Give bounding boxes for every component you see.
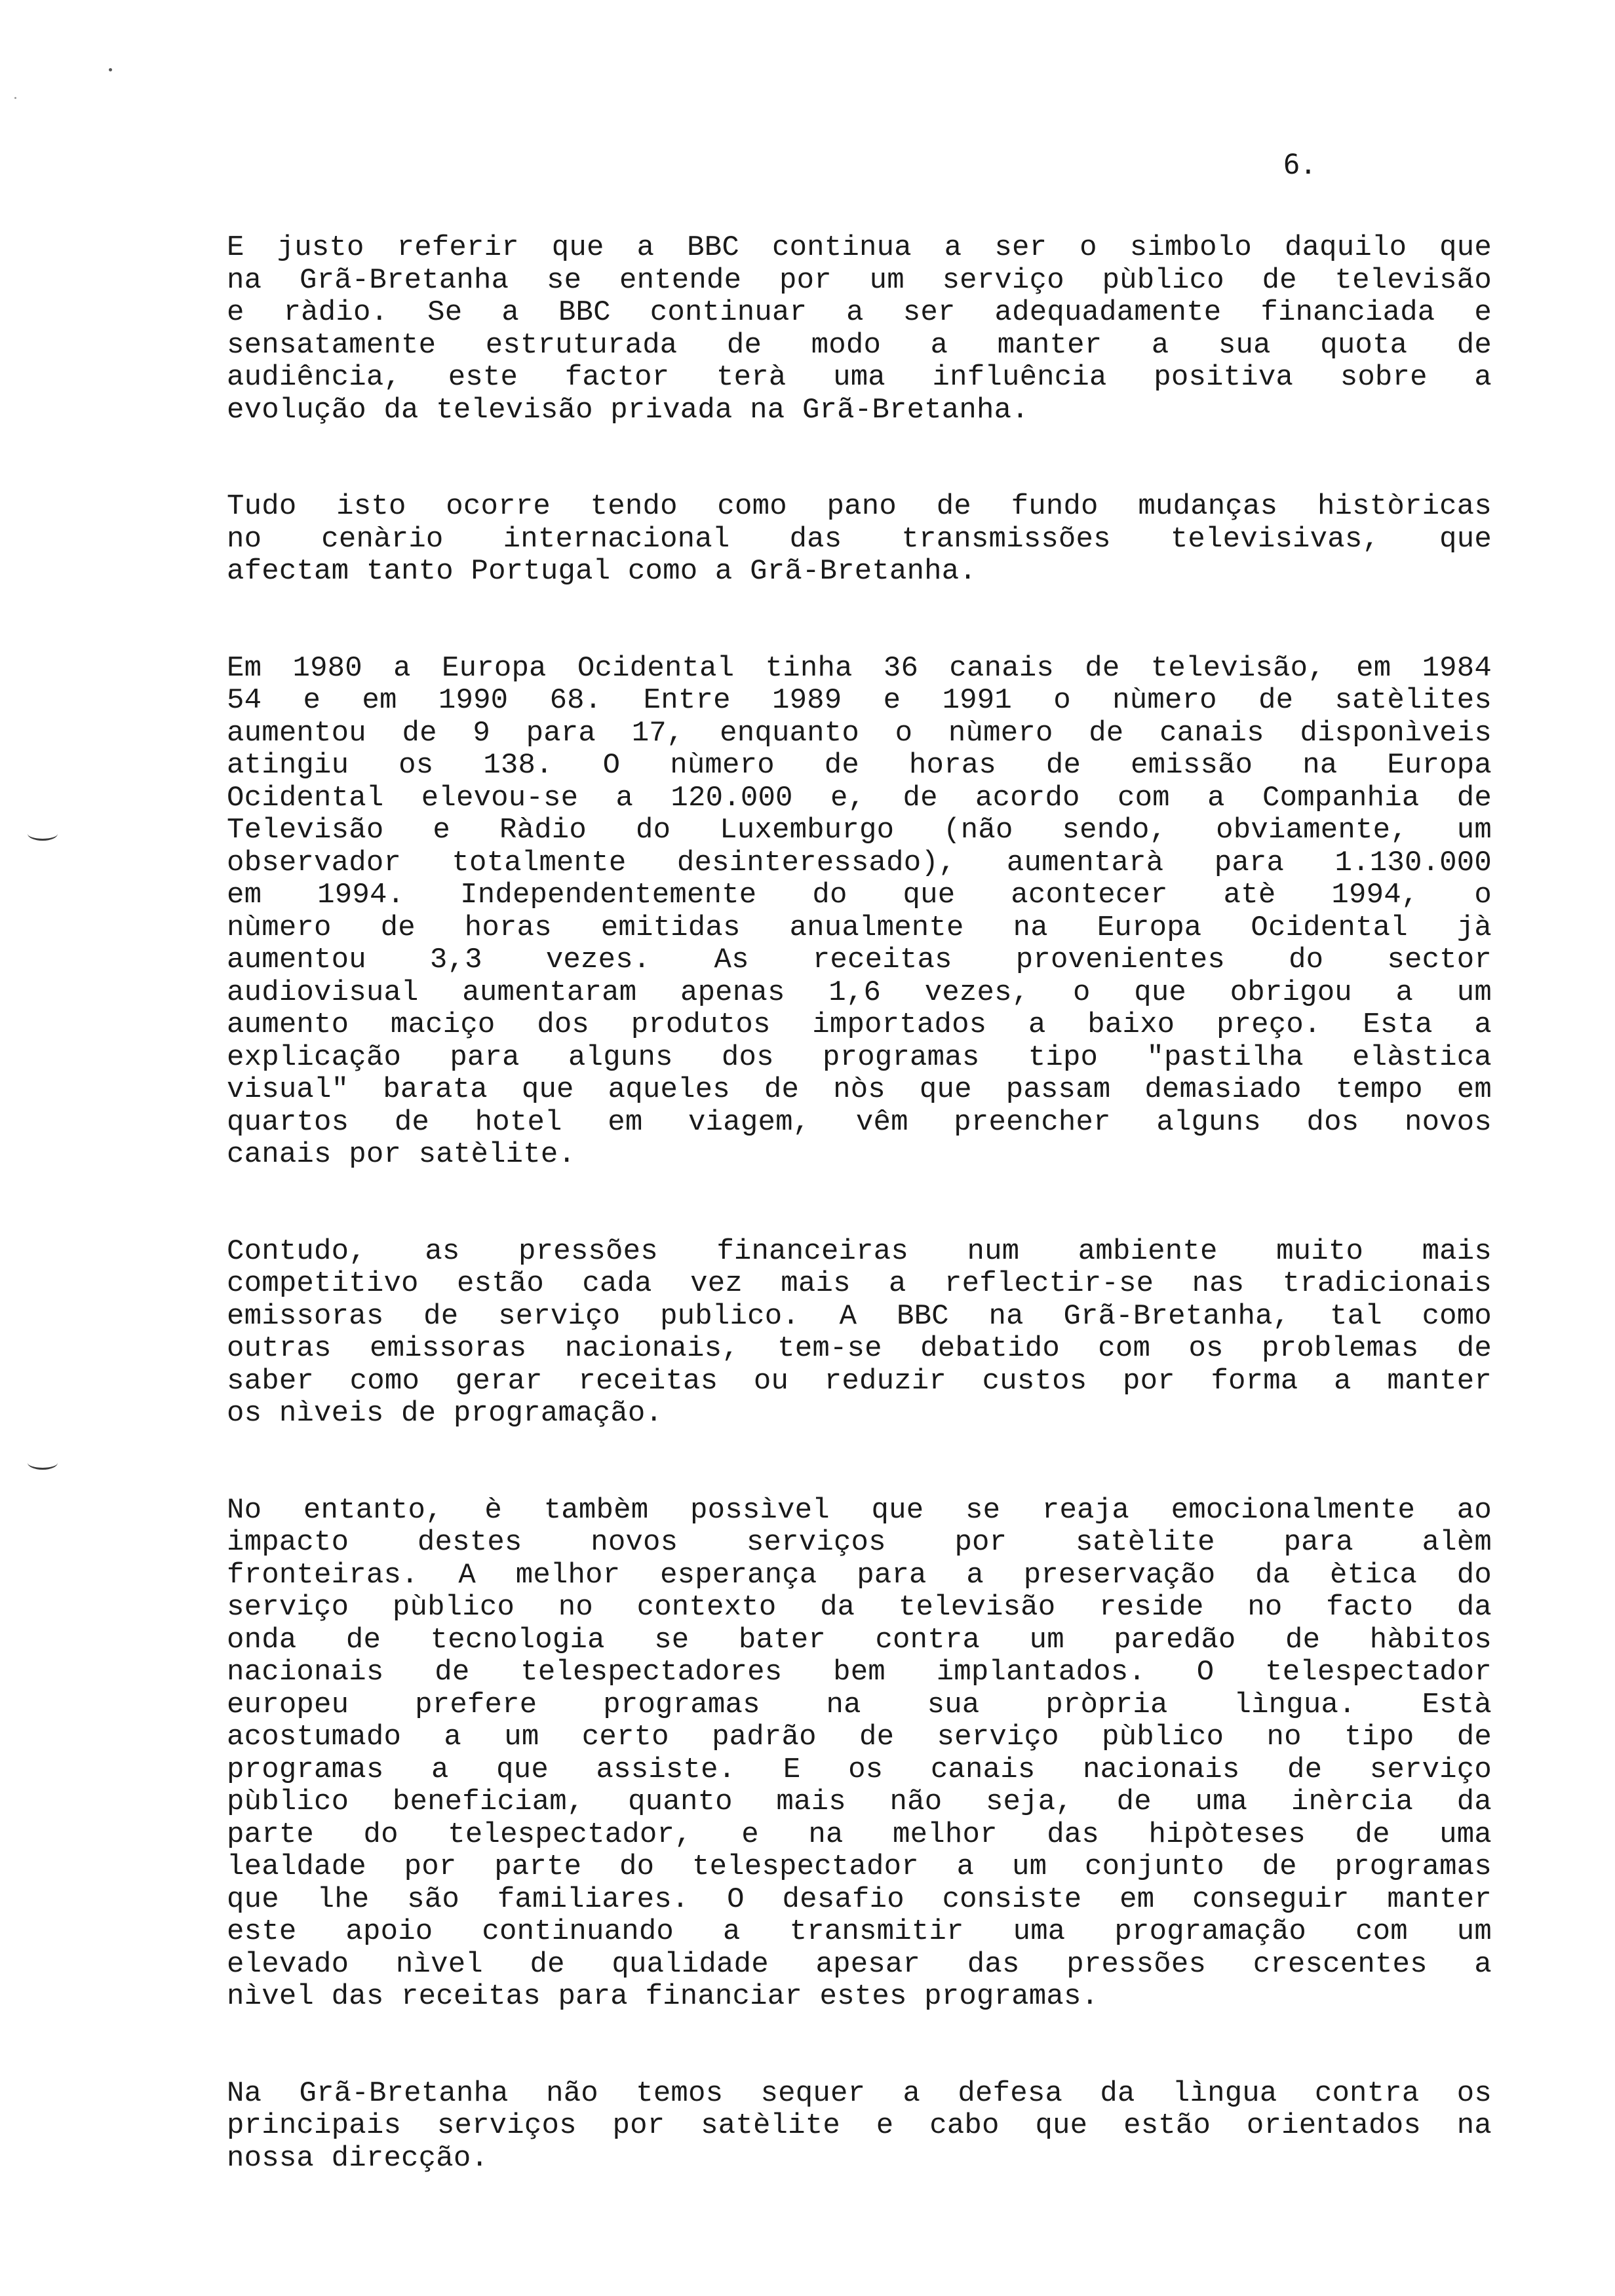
text-line: aumentou de 9 para 17, enquanto o nùmero de canais disponìveis xyxy=(227,716,1492,750)
text-line: explicação para alguns dos programas tipo "pastilha elàstica xyxy=(227,1041,1492,1074)
text-line: canais por satèlite. xyxy=(227,1138,576,1171)
text-line: pùblico beneficiam, quanto mais não seja, de uma inèrcia da xyxy=(227,1786,1492,1818)
text-line: Contudo, as pressões financeiras num ambiente muito mais xyxy=(227,1234,1492,1268)
paragraph-bbc-symbol xyxy=(227,232,1492,427)
text-line: que lhe são familiares. O desafio consiste em conseguir manter xyxy=(227,1883,1492,1916)
text-line: europeu prefere programas na sua pròpria lìngua. Està xyxy=(227,1688,1492,1721)
margin-hole-mark xyxy=(28,827,58,841)
text-line: programas a que assiste. E os canais nacionais de serviço xyxy=(227,1753,1492,1786)
text-line: fronteiras. A melhor esperança para a preservação da ètica do xyxy=(227,1558,1492,1592)
text-line: observador totalmente desinteressado), aumentarà para 1.130.000 xyxy=(227,846,1492,879)
text-line: no cenàrio internacional das transmissões televisivas, que xyxy=(227,522,1492,556)
text-line: 54 e em 1990 68. Entre 1989 e 1991 o nùmero de satèlites xyxy=(227,684,1492,717)
page-number: 6. xyxy=(1283,148,1317,180)
text-line: parte do telespectador, e na melhor das hipòteses de uma xyxy=(227,1818,1492,1851)
text-line: visual" barata que aqueles de nòs que passam demasiado tempo em xyxy=(227,1073,1492,1106)
scan-speck xyxy=(109,68,112,71)
text-line: atingiu os 138. O nùmero de horas de emissão na Europa xyxy=(227,749,1492,782)
text-line: competitivo estão cada vez mais a reflectir-se nas tradicionais xyxy=(227,1267,1492,1300)
text-line: outras emissoras nacionais, tem-se debatido com os problemas de xyxy=(227,1332,1492,1365)
text-line: aumento maciço dos produtos importados a baixo preço. Esta a xyxy=(227,1008,1492,1041)
text-line: E justo referir que a BBC continua a ser o simbolo daquilo que xyxy=(227,231,1492,264)
paragraph-public-service-ethics xyxy=(227,1495,1492,2014)
text-line: Em 1980 a Europa Ocidental tinha 36 canais de televisão, em 1984 xyxy=(227,651,1492,685)
text-line: nìvel das receitas para financiar estes programas. xyxy=(227,1980,1099,2013)
text-line: os nìveis de programação. xyxy=(227,1397,663,1430)
text-line: elevado nìvel de qualidade apesar das pressões crescentes a xyxy=(227,1947,1492,1981)
text-line: nacionais de telespectadores bem implantados. O telespectador xyxy=(227,1656,1492,1689)
text-line: afectam tanto Portugal como a Grã-Bretanha. xyxy=(227,555,977,588)
text-line: impacto destes novos serviços por satèlite para alèm xyxy=(227,1526,1492,1559)
text-line: quartos de hotel em viagem, vêm preencher alguns dos novos xyxy=(227,1105,1492,1139)
text-line: audiência, este factor terà uma influência positiva sobre a xyxy=(227,361,1492,394)
text-line: aumentou 3,3 vezes. As receitas provenientes do sector xyxy=(227,944,1492,976)
text-line: No entanto, è tambèm possìvel que se reaja emocionalmente ao xyxy=(227,1493,1492,1527)
text-line: sensatamente estruturada de modo a manter a sua quota de xyxy=(227,328,1492,362)
text-line: Na Grã-Bretanha não temos sequer a defesa da lìngua contra os xyxy=(227,2076,1492,2110)
text-line: em 1994. Independentemente do que acontecer atè 1994, o xyxy=(227,879,1492,911)
text-line: nùmero de horas emitidas anualmente na Europa Ocidental jà xyxy=(227,911,1492,944)
body-text xyxy=(227,232,1492,2239)
text-line: emissoras de serviço publico. A BBC na Grã-Bretanha, tal como xyxy=(227,1299,1492,1333)
text-line: audiovisual aumentaram apenas 1,6 vezes, o que obrigou a um xyxy=(227,976,1492,1009)
paragraph-european-channels xyxy=(227,653,1492,1172)
text-line: Televisão e Ràdio do Luxemburgo (não sendo, obviamente, um xyxy=(227,814,1492,847)
text-line: Tudo isto ocorre tendo como pano de fundo mudanças històricas xyxy=(227,490,1492,523)
text-line: onda de tecnologia se bater contra um paredão de hàbitos xyxy=(227,1623,1492,1656)
text-line: acostumado a um certo padrão de serviço pùblico no tipo de xyxy=(227,1721,1492,1753)
text-line: lealdade por parte do telespectador a um conjunto de programas xyxy=(227,1850,1492,1883)
text-line: nossa direcção. xyxy=(227,2141,489,2175)
paragraph-language-defense xyxy=(227,2078,1492,2175)
margin-hole-mark xyxy=(28,1456,58,1470)
text-line: evolução da televisão privada na Grã-Bretanha. xyxy=(227,393,1029,427)
text-line: serviço pùblico no contexto da televisão reside no facto da xyxy=(227,1591,1492,1624)
text-line: este apoio continuando a transmitir uma programação com um xyxy=(227,1915,1492,1948)
paragraph-financial-pressures xyxy=(227,1236,1492,1430)
text-line: saber como gerar receitas ou reduzir custos por forma a manter xyxy=(227,1364,1492,1398)
text-line: Ocidental elevou-se a 120.000 e, de acordo com a Companhia de xyxy=(227,781,1492,814)
text-line: na Grã-Bretanha se entende por um serviço pùblico de televisão xyxy=(227,263,1492,297)
text-line: principais serviços por satèlite e cabo que estão orientados na xyxy=(227,2109,1492,2142)
paragraph-historical-changes xyxy=(227,491,1492,588)
scan-speck xyxy=(14,97,16,99)
text-line: e ràdio. Se a BBC continuar a ser adequadamente financiada e xyxy=(227,296,1492,329)
